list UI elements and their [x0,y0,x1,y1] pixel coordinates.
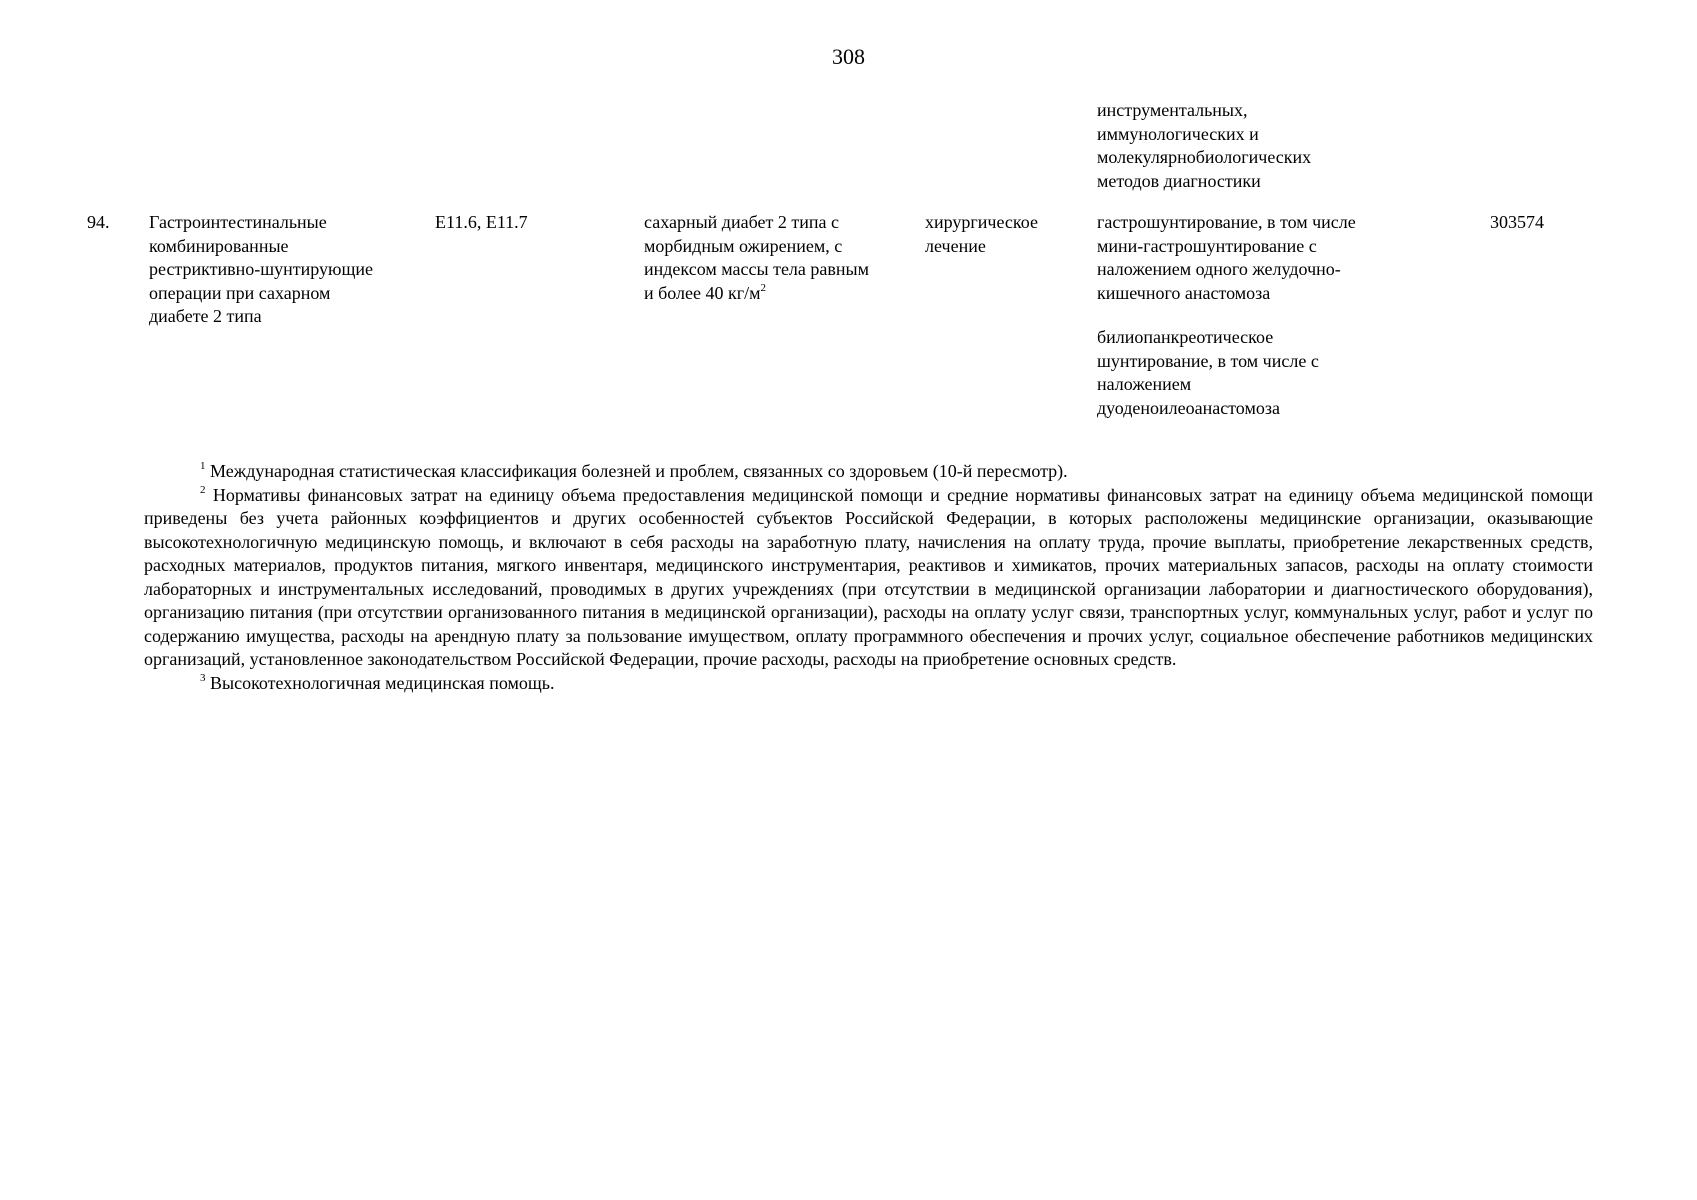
treatment-method-line: гастрошунтирование, в том числе [1097,212,1356,232]
icd-codes-cell: E11.6, E11.7 [435,212,528,232]
patient-model-line-last [644,282,869,306]
treatment-type-line: хирургическое [925,212,1038,232]
treatment-method-line: наложением одного желудочно- [1097,259,1341,279]
patient-model-line: сахарный диабет 2 типа с [644,212,839,232]
cost-norm-cell: 303574 [1490,212,1544,232]
treatment-method-line: билиопанкреотическое [1097,327,1274,347]
continued-methods-line: иммунологических и [1097,123,1259,144]
patient-model-cell [644,211,869,305]
procedure-name-cell [149,211,373,329]
treatment-method-line: шунтирование, в том числе с [1097,350,1319,371]
footnote-text: Высокотехнологичная медицинская помощь. [210,672,555,693]
treatment-method-cell-1 [1097,211,1356,305]
treatment-method-line: дуоденоилеоанастомоза [1097,397,1280,418]
footnote-text: Нормативы финансовых затрат на единицу объема предоставления медицинской помощи и средние нормативы финансовых затрат на единицу объема медицинской помощи приведены без учета районных коэффициентов и других особенностей субъектов Российской Федерации, в которых расположены медицинские организации, оказывающие высокотехнологичную медицинскую помощь, и включают в себя расходы на заработную плату, начисления на оплату труда, прочие выплаты, приобретение лекарственных средств, расходных материалов, продуктов питания, мягкого инвентаря, медицинского инструментария, реактивов и химикатов, прочих материальных запасов, расходы на оплату стоимости лабораторных и инструментальных исследований, проводимых в других учреждениях (при отсутствии в медицинской организации лаборатории и диагностического оборудования), организацию питания (при отсутствии организованного питания в медицинской организации), расходы на оплату услуг связи, транспортных услуг, коммунальных услуг, работ и услуг по содержанию имущества, расходы на арендную плату за пользование имуществом, оплату программного обеспечения и прочих услуг, социальное обеспечение работников медицинских организаций, установленное законодательством Российской Федерации, прочие расходы, расходы на приобретение основных средств. [144,484,1594,669]
row-number: 94. [87,212,110,232]
footnote-3 [144,672,1593,696]
treatment-method-line: кишечного анастомоза [1097,282,1271,303]
procedure-name-line: Гастроинтестинальные [149,212,327,232]
footnote-1 [144,460,1593,484]
procedure-name-line: диабете 2 типа [149,306,262,326]
footnote-marker: 2 [200,483,206,496]
footnote-text: Международная статистическая классификация болезней и проблем, связанных со здоровьем (10-й пересмотр). [210,461,1068,481]
continued-methods-line: методов диагностики [1097,170,1261,191]
treatment-method-cell-2 [1097,326,1319,420]
continued-methods-line: инструментальных, [1097,100,1248,120]
footnotes [144,460,1593,695]
treatment-type-cell [925,211,1038,258]
treatment-method-line: наложением [1097,374,1192,394]
footnote-2 [144,484,1593,672]
footnote-marker: 3 [200,671,206,684]
procedure-name-line: комбинированные [149,235,289,256]
footnote-marker: 1 [200,460,206,472]
procedure-name-line: операции при сахарном [149,282,331,303]
patient-model-line-text: и более 40 кг/м [644,282,761,303]
continued-methods-cell [1097,99,1311,193]
superscript: 2 [760,281,767,294]
procedure-name-line: рестриктивно-шунтирующие [149,259,373,279]
patient-model-line: индексом массы тела равным [644,259,870,279]
patient-model-line: морбидным ожирением, с [644,235,843,256]
continued-methods-line: молекулярнобиологических [1097,147,1312,167]
treatment-method-line: мини-гастрошунтирование с [1097,235,1317,256]
treatment-type-line: лечение [925,235,986,256]
page-number: 308 [832,44,865,69]
